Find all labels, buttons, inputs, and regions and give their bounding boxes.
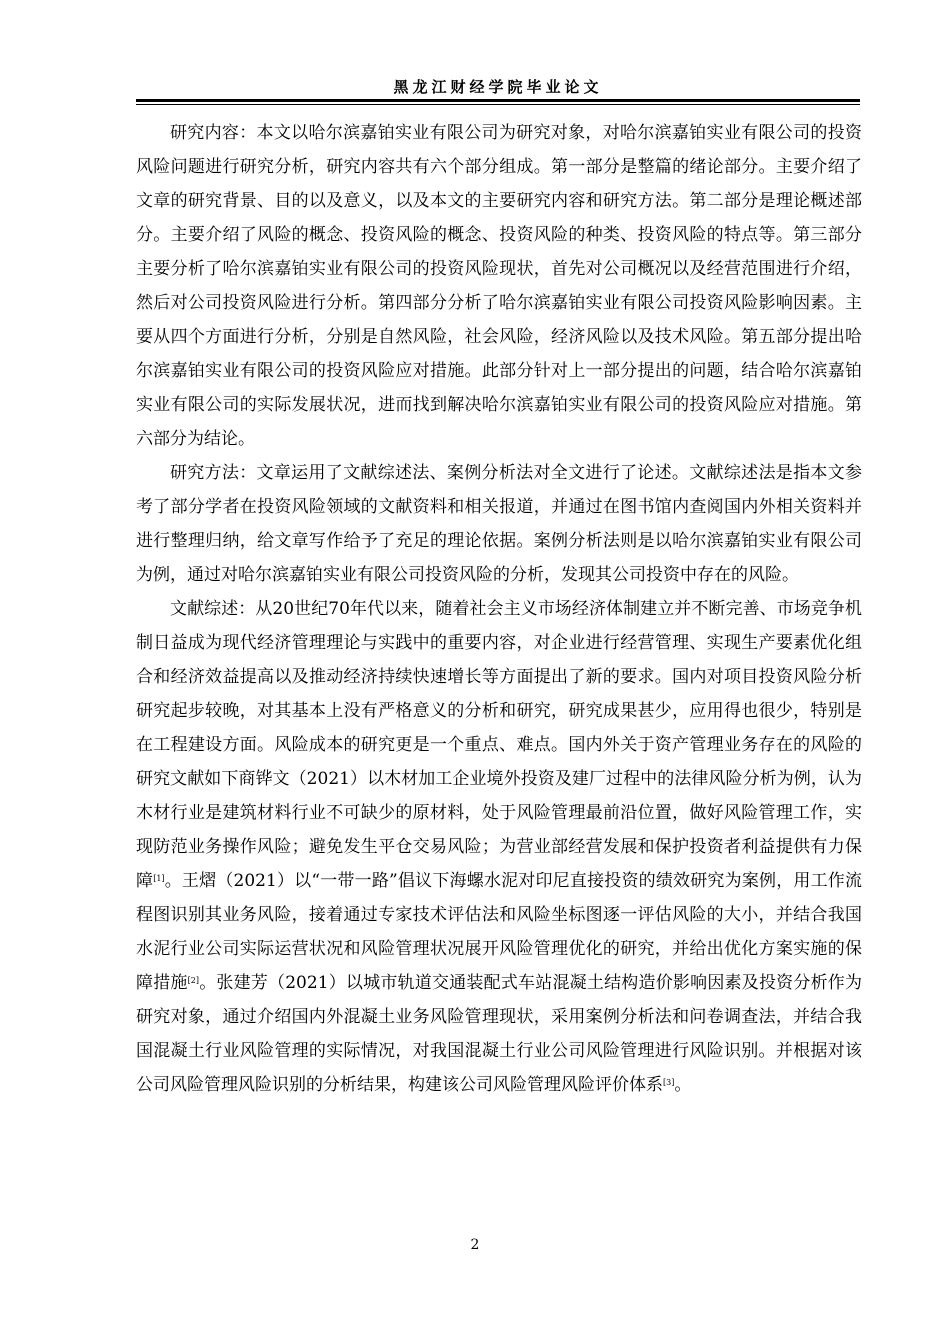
citation-3: [3] [663,1078,675,1087]
literature-text-2: 。王熠（2021）以“一带一路”倡议下海螺水泥对印尼直接投资的绩效研究为案例，用工作流程图识别其业务风险，接着通过专家技术评估法和风险坐标图逐一评估风险的大小，并结合我国水泥行业公司实际运营状况和风险管理状况展开风险管理优化的研究，并给出优化方案实施的保障措施 [136,871,862,993]
header-rule-thin [136,104,860,105]
page-number: 2 [470,1237,480,1253]
paragraph-literature-review [136,592,862,1102]
paragraph-research-content: 研究内容：本文以哈尔滨嘉铂实业有限公司为研究对象，对哈尔滨嘉铂实业有限公司的投资风险问题进行研究分析，研究内容共有六个部分组成。第一部分是整篇的绪论部分。主要介绍了文章的研究背景、目的以及意义，以及本文的主要研究内容和研究方法。第二部分是理论概述部分。主要介绍了风险的概念、投资风险的概念、投资风险的种类、投资风险的特点等。第三部分主要分析了哈尔滨嘉铂实业有限公司的投资风险现状，首先对公司概况以及经营范围进行介绍，然后对公司投资风险进行分析。第四部分分析了哈尔滨嘉铂实业有限公司投资风险影响因素。主要从四个方面进行分析，分别是自然风险，社会风险，经济风险以及技术风险。第五部分提出哈尔滨嘉铂实业有限公司的投资风险应对措施。此部分针对上一部分提出的问题，结合哈尔滨嘉铂实业有限公司的实际发展状况，进而找到解决哈尔滨嘉铂实业有限公司的投资风险应对措施。第六部分为结论。 [136,123,862,449]
paragraph-research-method: 研究方法：文章运用了文献综述法、案例分析法对全文进行了论述。文献综述法是指本文参考了部分学者在投资风险领域的文献资料和相关报道，并通过在图书馆内查阅国内外相关资料并进行整理归纳，给文章写作给予了充足的理论依据。案例分析法则是以哈尔滨嘉铂实业有限公司为例，通过对哈尔滨嘉铂实业有限公司投资风险的分析，发现其公司投资中存在的风险。 [136,463,862,585]
running-header: 黑龙江财经学院毕业论文 [393,78,603,96]
body-text [136,116,862,1102]
citation-1: [1] [153,874,165,883]
literature-text-3: 。张建芳（2021）以城市轨道交通装配式车站混凝土结构造价影响因素及投资分析作为研究对象，通过介绍国内外混凝土业务风险管理现状，采用案例分析法和问卷调查法，并结合我国混凝土行业风险管理的实际情况，对我国混凝土行业公司风险管理进行风险识别。并根据对该公司风险管理风险识别的分析结果，构建该公司风险管理风险评价体系 [136,973,863,1095]
literature-text-1: 文献综述：从20世纪70年代以来，随着社会主义市场经济体制建立并不断完善、市场竞争机制日益成为现代经济管理理论与实践中的重要内容，对企业进行经营管理、实现生产要素优化组合和经济效益提高以及推动经济持续快速增长等方面提出了新的要求。国内对项目投资风险分析研究起步较晚，对其基本上没有严格意义的分析和研究，研究成果甚少，应用得也很少，特别是在工程建设方面。风险成本的研究更是一个重点、难点。国内外关于资产管理业务存在的风险的研究文献如下商铧文（2021）以木材加工企业境外投资及建厂过程中的法律风险分析为例，认为木材行业是建筑材料行业不可缺少的原材料，处于风险管理最前沿位置，做好风险管理工作，实现防范业务操作风险；避免发生平仓交易风险；为营业部经营发展和保护投资者利益提供有力保障 [136,599,862,891]
header-rule-thick [136,99,860,102]
literature-text-4: 。 [674,1075,692,1095]
citation-2: [2] [187,976,199,985]
